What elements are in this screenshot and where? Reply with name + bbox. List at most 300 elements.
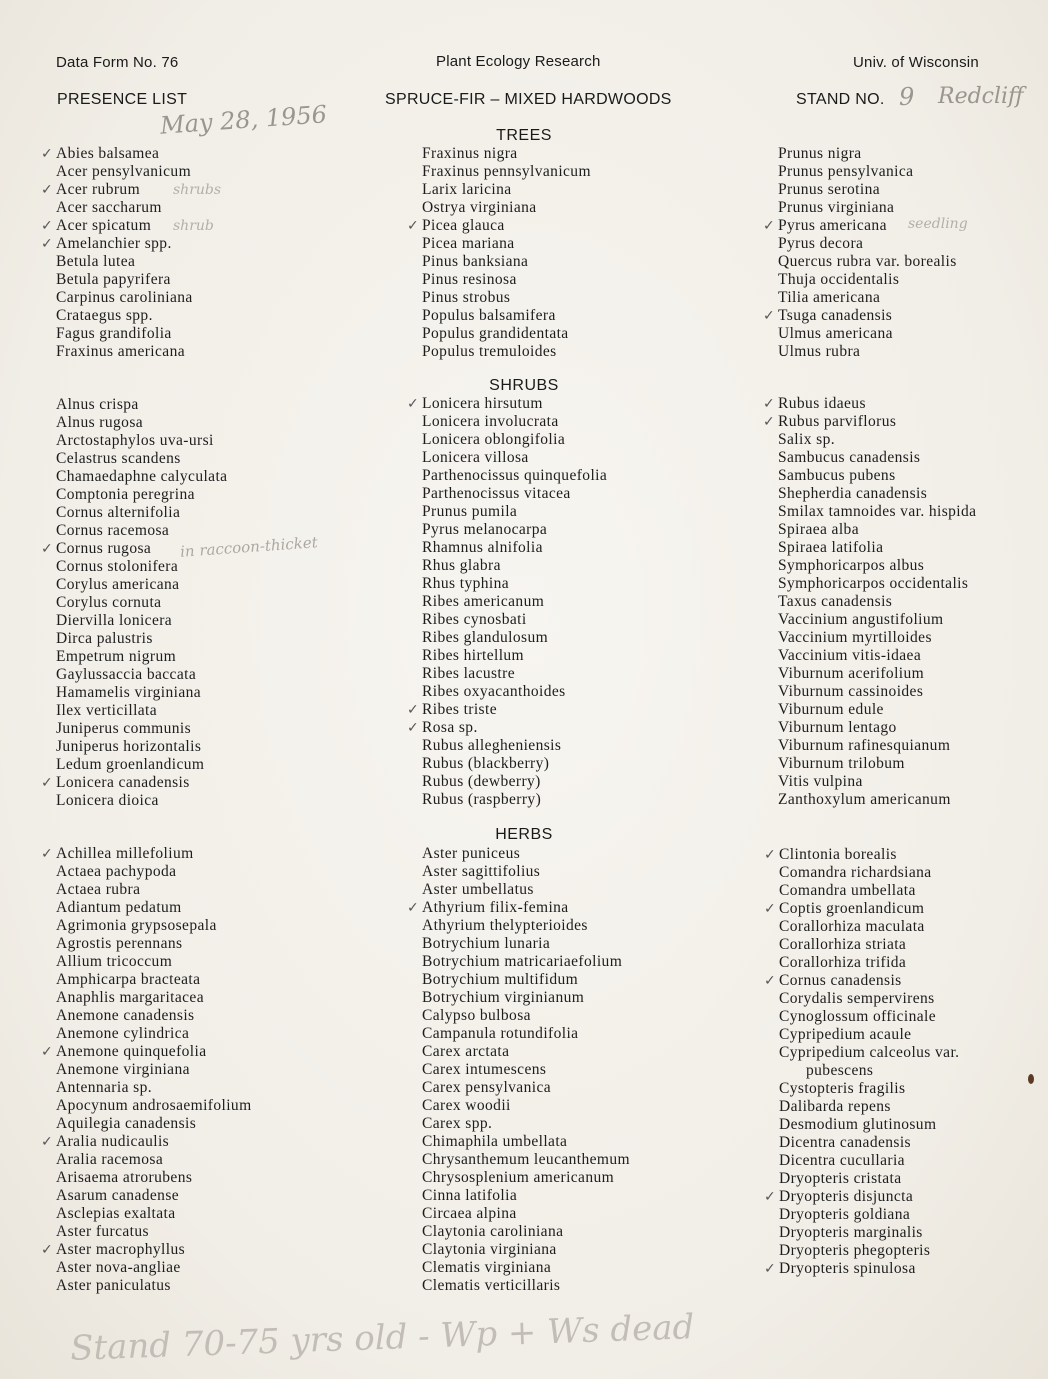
species-item: [407, 217, 591, 235]
species-item: [778, 271, 957, 289]
species-name: Botrychium virginianum: [422, 989, 585, 1006]
species-item: [422, 181, 591, 199]
species-item: [778, 611, 976, 629]
species-name: Vaccinium vitis-idaea: [778, 647, 922, 664]
species-item: [56, 971, 252, 989]
species-item: [779, 1116, 959, 1134]
handwritten-note-cornus: in raccoon-thicket: [179, 533, 319, 561]
species-item: [41, 235, 193, 253]
organization: Plant Ecology Research: [436, 53, 601, 70]
species-item: [56, 1259, 252, 1277]
species-name: Cornus alternifolia: [56, 504, 181, 521]
species-name: Aralia racemosa: [56, 1151, 164, 1168]
species-name: Rubus idaeus: [778, 395, 866, 412]
species-name: Picea glauca: [422, 217, 505, 234]
species-name: Dicentra cucullaria: [779, 1152, 905, 1169]
species-item: [422, 737, 607, 755]
species-name: Alnus rugosa: [56, 414, 144, 431]
species-item: [422, 611, 607, 629]
species-name: Campanula rotundifolia: [422, 1025, 579, 1042]
check-mark-icon: ✓: [41, 1044, 54, 1060]
species-name: Ostrya virginiana: [422, 199, 537, 216]
species-name: Dryopteris goldiana: [779, 1206, 911, 1223]
species-name: Anemone cylindrica: [56, 1025, 190, 1042]
check-mark-icon: ✓: [41, 775, 54, 791]
handwritten-stand-number: 9: [899, 83, 915, 111]
check-mark-icon: ✓: [41, 1242, 54, 1258]
species-item: [778, 289, 957, 307]
species-name: Vaccinium angustifolium: [778, 611, 944, 628]
check-mark-icon: ✓: [764, 1261, 777, 1277]
species-name: Ribes glandulosum: [422, 629, 549, 646]
species-name: Rosa sp.: [422, 719, 478, 736]
species-name: Sambucus pubens: [778, 467, 896, 484]
species-name: Hamamelis virginiana: [56, 684, 202, 701]
species-name: Vitis vulpina: [778, 773, 863, 790]
species-item: [41, 774, 227, 792]
species-item: [56, 522, 227, 540]
species-item: [778, 701, 976, 719]
species-item: [779, 1134, 959, 1152]
species-item: [56, 504, 227, 522]
species-item: [778, 665, 976, 683]
species-item: [56, 612, 227, 630]
species-item: [778, 485, 976, 503]
species-name: Corallorhiza maculata: [779, 918, 925, 935]
species-item: [407, 701, 607, 719]
check-mark-icon: ✓: [41, 236, 54, 252]
species-name: Fraxinus americana: [56, 343, 185, 360]
species-item: [778, 163, 957, 181]
species-item: [778, 199, 957, 217]
species-name: Lonicera involucrata: [422, 413, 559, 430]
species-item: [422, 791, 607, 809]
species-name: Anemone quinquefolia: [56, 1043, 207, 1060]
species-name: Quercus rubra var. borealis: [778, 253, 957, 270]
species-name: Prunus pumila: [422, 503, 518, 520]
species-name: Aster umbellatus: [422, 881, 534, 898]
herbs-column-1: [41, 845, 252, 1295]
species-name: Dryopteris cristata: [779, 1170, 902, 1187]
species-name: Prunus virginiana: [778, 199, 895, 216]
species-name: Parthenocissus quinquefolia: [422, 467, 608, 484]
check-mark-icon: ✓: [41, 182, 54, 198]
species-name: Fraxinus pennsylvanicum: [422, 163, 591, 180]
species-name: Cystopteris fragilis: [779, 1080, 906, 1097]
species-item: [764, 900, 959, 918]
species-item: [56, 1115, 252, 1133]
species-item: [422, 1133, 630, 1151]
species-item: [56, 271, 193, 289]
species-item: [779, 1170, 959, 1188]
species-item: [422, 953, 630, 971]
species-item: [779, 1206, 959, 1224]
species-item: [56, 917, 252, 935]
species-name: Vaccinium myrtilloides: [778, 629, 932, 646]
species-name: Larix laricina: [422, 181, 512, 198]
species-item: [56, 863, 252, 881]
species-name: Athyrium thelypterioides: [422, 917, 588, 934]
species-name: Chrysanthemum leucanthemum: [422, 1151, 630, 1168]
species-item: [41, 1133, 252, 1151]
species-item: [422, 629, 607, 647]
species-item: [779, 954, 959, 972]
species-name: Cypripedium acaule: [779, 1026, 912, 1043]
check-mark-icon: ✓: [764, 901, 777, 917]
species-name: Amphicarpa bracteata: [56, 971, 201, 988]
species-name: Comptonia peregrina: [56, 486, 195, 503]
species-item: [56, 1079, 252, 1097]
form-number: Data Form No. 76: [56, 54, 179, 71]
check-mark-icon: ✓: [764, 847, 777, 863]
species-name: Symphoricarpos albus: [778, 557, 925, 574]
species-item: [779, 918, 959, 936]
species-item: [779, 1044, 959, 1062]
species-item: [764, 1188, 959, 1206]
species-name: Dryopteris disjuncta: [779, 1188, 914, 1205]
species-item: [778, 773, 976, 791]
species-name: Gaylussaccia baccata: [56, 666, 197, 683]
species-item: [778, 575, 976, 593]
species-name: Cynoglossum officinale: [779, 1008, 937, 1025]
species-name: Salix sp.: [778, 431, 835, 448]
species-name: Corylus cornuta: [56, 594, 162, 611]
handwritten-footer-note: Stand 70-75 yrs old - Wp + Ws dead: [69, 1307, 695, 1369]
list-title: PRESENCE LIST: [57, 91, 188, 108]
check-mark-icon: ✓: [407, 900, 420, 916]
species-name: Arctostaphylos uva-ursi: [56, 432, 214, 449]
species-item: [56, 594, 227, 612]
species-name: Ribes oxyacanthoides: [422, 683, 566, 700]
species-item: [407, 395, 607, 413]
species-name: Carex woodii: [422, 1097, 511, 1114]
species-name: Tsuga canadensis: [778, 307, 893, 324]
species-item: [41, 1043, 252, 1061]
stand-label: STAND NO.: [796, 91, 885, 108]
species-name: Claytonia caroliniana: [422, 1223, 564, 1240]
species-item: [56, 307, 193, 325]
species-item: [422, 253, 591, 271]
species-name: Asclepias exaltata: [56, 1205, 176, 1222]
species-name: Smilax tamnoides var. hispida: [778, 503, 977, 520]
species-name: Taxus canadensis: [778, 593, 893, 610]
species-name: Dryopteris marginalis: [779, 1224, 923, 1241]
species-name: Cinna latifolia: [422, 1187, 518, 1204]
check-mark-icon: ✓: [407, 396, 420, 412]
species-name: Clematis verticillaris: [422, 1277, 561, 1294]
species-name: Carex spp.: [422, 1115, 493, 1132]
handwritten-note-seedling: seedling: [908, 216, 968, 232]
species-item: [422, 413, 607, 431]
species-name: Celastrus scandens: [56, 450, 181, 467]
check-mark-icon: ✓: [41, 846, 54, 862]
species-item: [56, 1025, 252, 1043]
species-item: [422, 503, 607, 521]
species-name: Clintonia borealis: [779, 846, 897, 863]
community-title: SPRUCE-FIR – MIXED HARDWOODS: [385, 91, 672, 108]
section-title-trees: TREES: [496, 127, 552, 144]
shrubs-column-1: [41, 396, 228, 810]
species-item: [56, 720, 227, 738]
species-item: [422, 1151, 630, 1169]
species-item: [779, 1062, 959, 1080]
species-item: [778, 719, 976, 737]
check-mark-icon: ✓: [407, 702, 420, 718]
species-name: Cornus canadensis: [779, 972, 902, 989]
species-name: Prunus pensylvanica: [778, 163, 914, 180]
species-item: [422, 1277, 630, 1295]
species-item: [764, 972, 959, 990]
species-name: Corylus americana: [56, 576, 180, 593]
species-name: Picea mariana: [422, 235, 515, 252]
species-item: [422, 1169, 630, 1187]
species-name: Pyrus decora: [778, 235, 864, 252]
species-name: Achillea millefolium: [56, 845, 194, 862]
species-item: [422, 1187, 630, 1205]
ink-blot: [1028, 1074, 1034, 1084]
species-name: Aralia nudicaulis: [56, 1133, 170, 1150]
species-item: [56, 1187, 252, 1205]
species-name: Allium tricoccum: [56, 953, 173, 970]
species-item: [56, 486, 227, 504]
trees-column-3: [763, 145, 957, 361]
species-name: Cornus racemosa: [56, 522, 170, 539]
check-mark-icon: ✓: [407, 720, 420, 736]
species-item: [422, 935, 630, 953]
species-item: [56, 163, 193, 181]
species-item: [422, 1061, 630, 1079]
species-item: [56, 414, 227, 432]
shrubs-column-3: [763, 395, 977, 809]
species-item: [56, 684, 227, 702]
species-name: Rubus parviflorus: [778, 413, 897, 430]
species-name: Viburnum trilobum: [778, 755, 905, 772]
handwritten-note-shrubs: shrubs: [173, 182, 222, 198]
species-item: [778, 593, 976, 611]
species-name: Amelanchier spp.: [56, 235, 172, 252]
check-mark-icon: ✓: [41, 146, 54, 162]
species-item: [407, 719, 607, 737]
species-name: Ledum groenlandicum: [56, 756, 205, 773]
species-name: Ribes hirtellum: [422, 647, 525, 664]
species-name: Empetrum nigrum: [56, 648, 177, 665]
species-item: [778, 145, 957, 163]
handwritten-note-shrub: shrub: [173, 218, 214, 234]
species-item: [422, 863, 630, 881]
species-item: [56, 792, 227, 810]
check-mark-icon: ✓: [763, 308, 776, 324]
species-name: Pinus resinosa: [422, 271, 517, 288]
species-item: [422, 575, 607, 593]
species-name: Acer rubrum: [56, 181, 141, 198]
species-name: Thuja occidentalis: [778, 271, 900, 288]
species-item: [779, 882, 959, 900]
species-name: Ulmus americana: [778, 325, 893, 342]
species-name: Rubus (raspberry): [422, 791, 542, 808]
species-item: [422, 1223, 630, 1241]
species-item: [422, 971, 630, 989]
species-name: Lonicera canadensis: [56, 774, 190, 791]
species-name: Symphoricarpos occidentalis: [778, 575, 969, 592]
species-item: [778, 325, 957, 343]
species-item: [422, 271, 591, 289]
species-item: [56, 576, 227, 594]
species-name: Rhus glabra: [422, 557, 501, 574]
species-name: Dryopteris spinulosa: [779, 1260, 916, 1277]
species-name: Prunus serotina: [778, 181, 881, 198]
species-name: Aster puniceus: [422, 845, 521, 862]
check-mark-icon: ✓: [764, 1189, 777, 1205]
handwritten-date: May 28, 1956: [159, 100, 328, 140]
species-name: Aster nova-angliae: [56, 1259, 181, 1276]
species-item: [56, 738, 227, 756]
species-item: [778, 449, 976, 467]
species-item: [56, 1169, 252, 1187]
species-item: [422, 665, 607, 683]
species-item: [422, 343, 591, 361]
species-item: [778, 557, 976, 575]
species-name: Aquilegia canadensis: [56, 1115, 197, 1132]
species-item: [778, 755, 976, 773]
species-item: [778, 431, 976, 449]
species-name: Acer pensylvanicum: [56, 163, 192, 180]
species-item: [779, 1224, 959, 1242]
species-name: Rhus typhina: [422, 575, 510, 592]
species-name: Betula papyrifera: [56, 271, 171, 288]
species-name: Rubus allegheniensis: [422, 737, 562, 754]
species-name: Ribes triste: [422, 701, 497, 718]
species-item: [56, 702, 227, 720]
species-name: Athyrium filix-femina: [422, 899, 569, 916]
check-mark-icon: ✓: [764, 973, 777, 989]
trees-column-1: [41, 145, 193, 361]
species-item: [56, 881, 252, 899]
species-name: Cypripedium calceolus var.: [779, 1044, 960, 1061]
species-name: Botrychium multifidum: [422, 971, 579, 988]
species-item: [41, 217, 193, 235]
species-item: [56, 450, 227, 468]
species-name: Diervilla lonicera: [56, 612, 173, 629]
species-item: [778, 503, 976, 521]
species-item: [778, 181, 957, 199]
species-name: Sambucus canadensis: [778, 449, 921, 466]
species-name: Fagus grandifolia: [56, 325, 172, 342]
species-item: [778, 343, 957, 361]
species-item: [56, 432, 227, 450]
species-item: [422, 881, 630, 899]
species-name: Rubus (dewberry): [422, 773, 541, 790]
species-item: [764, 1260, 959, 1278]
species-item: [422, 845, 630, 863]
species-name: Viburnum lentago: [778, 719, 897, 736]
species-item: [422, 1205, 630, 1223]
species-item: [56, 343, 193, 361]
species-name: Tilia americana: [778, 289, 881, 306]
species-name: Alnus crispa: [56, 396, 139, 413]
species-name: Viburnum rafinesquianum: [778, 737, 951, 754]
species-name: Calypso bulbosa: [422, 1007, 531, 1024]
species-name: Pyrus americana: [778, 217, 887, 234]
species-item: [56, 1061, 252, 1079]
species-item: [422, 1097, 630, 1115]
species-name: Desmodium glutinosum: [779, 1116, 937, 1133]
species-item: [41, 145, 193, 163]
species-name: Juniperus communis: [56, 720, 192, 737]
species-name: Shepherdia canadensis: [778, 485, 928, 502]
species-item: [56, 396, 227, 414]
species-item: [422, 199, 591, 217]
species-item: [56, 1007, 252, 1025]
species-item: [422, 235, 591, 253]
species-item: [56, 666, 227, 684]
species-item: [422, 683, 607, 701]
species-item: [422, 521, 607, 539]
section-title-shrubs: SHRUBS: [489, 377, 559, 394]
species-item: [422, 773, 607, 791]
species-item: [779, 936, 959, 954]
section-title-herbs: HERBS: [495, 826, 553, 843]
species-name: Dryopteris phegopteris: [779, 1242, 931, 1259]
species-item: [422, 593, 607, 611]
species-item: [779, 864, 959, 882]
species-name: Acer saccharum: [56, 199, 162, 216]
species-item: [422, 1043, 630, 1061]
species-name: Spiraea latifolia: [778, 539, 884, 556]
species-item: [422, 1025, 630, 1043]
species-item: [407, 899, 630, 917]
species-name: Chamaedaphne calyculata: [56, 468, 228, 485]
species-item: [56, 953, 252, 971]
species-name: Corallorhiza trifida: [779, 954, 907, 971]
species-item: [41, 845, 252, 863]
species-item: [422, 431, 607, 449]
species-name: Lonicera villosa: [422, 449, 529, 466]
species-name: Carpinus caroliniana: [56, 289, 193, 306]
species-name: Adiantum pedatum: [56, 899, 182, 916]
species-name: Botrychium matricariaefolium: [422, 953, 623, 970]
species-item: [56, 1277, 252, 1295]
species-name: Acer spicatum: [56, 217, 152, 234]
species-name: Ulmus rubra: [778, 343, 861, 360]
species-item: [422, 1241, 630, 1259]
species-name: Lonicera dioica: [56, 792, 159, 809]
species-item: [779, 990, 959, 1008]
species-name: Pinus strobus: [422, 289, 511, 306]
check-mark-icon: ✓: [41, 541, 54, 557]
species-item: [779, 1080, 959, 1098]
species-name: Anemone virginiana: [56, 1061, 190, 1078]
species-name: Arisaema atrorubens: [56, 1169, 193, 1186]
species-name: Botrychium lunaria: [422, 935, 551, 952]
species-name: Carex arctata: [422, 1043, 510, 1060]
species-item: [56, 1151, 252, 1169]
species-item: [56, 630, 227, 648]
species-name: Cornus rugosa: [56, 540, 152, 557]
check-mark-icon: ✓: [41, 1134, 54, 1150]
species-name: Apocynum androsaemifolium: [56, 1097, 252, 1114]
species-name: Abies balsamea: [56, 145, 160, 162]
university: Univ. of Wisconsin: [853, 54, 979, 71]
species-item: [422, 485, 607, 503]
species-item: [778, 683, 976, 701]
species-item: [56, 989, 252, 1007]
species-name: Populus tremuloides: [422, 343, 557, 360]
species-item: [422, 307, 591, 325]
check-mark-icon: ✓: [763, 218, 776, 234]
species-name: Corallorhiza striata: [779, 936, 907, 953]
species-name: Dirca palustris: [56, 630, 153, 647]
species-name: Spiraea alba: [778, 521, 859, 538]
